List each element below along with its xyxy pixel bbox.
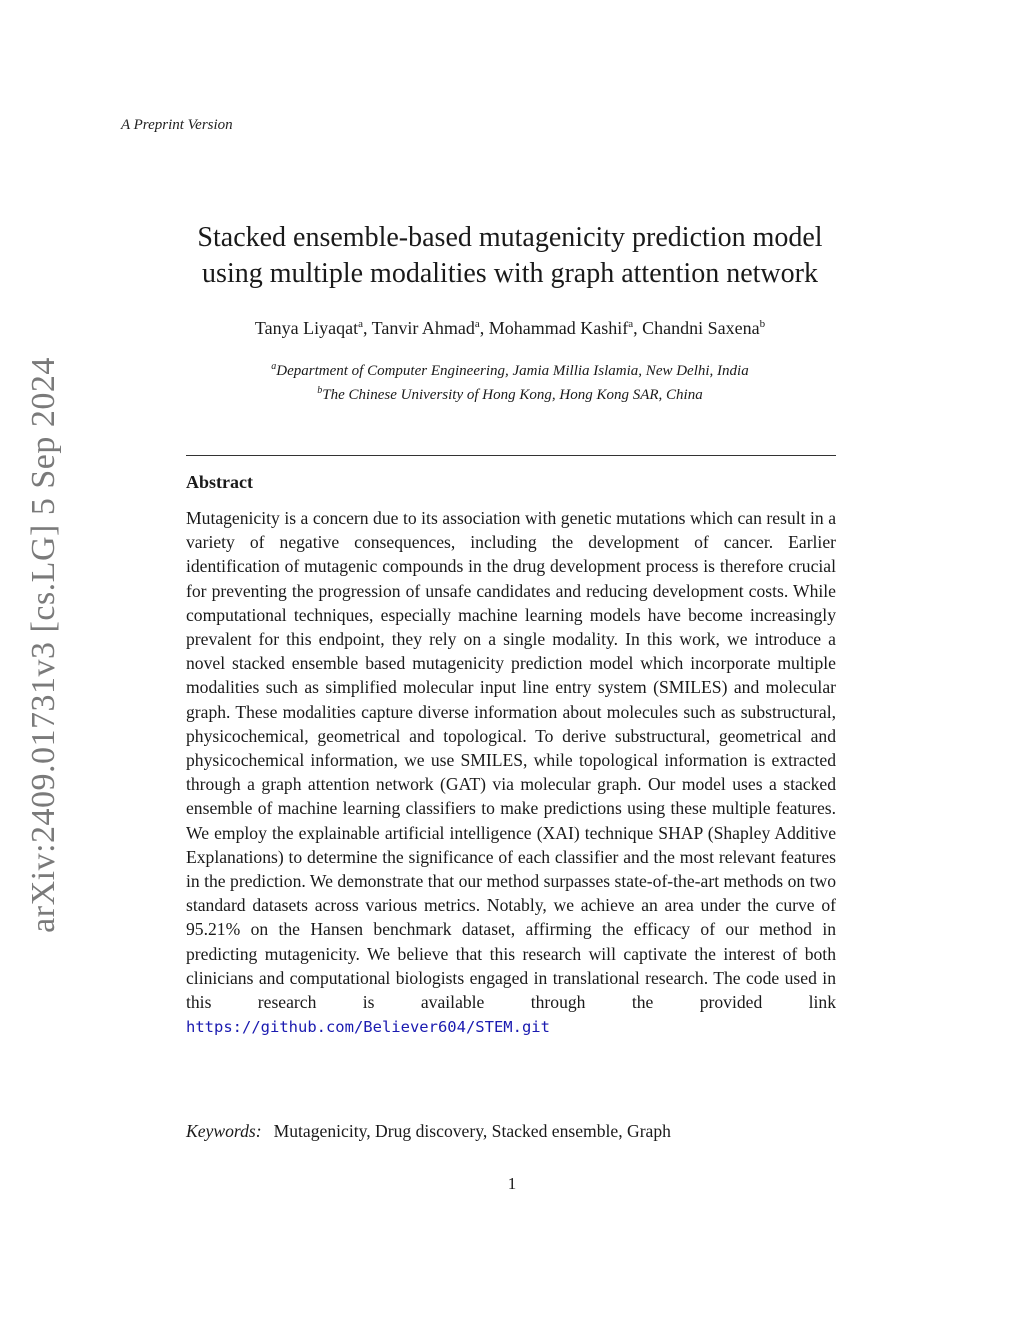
author-affil-mark: a [474, 318, 480, 330]
running-head: A Preprint Version [121, 117, 233, 133]
affiliation-list [150, 357, 870, 405]
author-separator: , [633, 318, 643, 338]
author-affil-mark: a [358, 318, 363, 330]
paper-title [150, 220, 870, 292]
title-line-2: using multiple modalities with graph attention network [202, 258, 818, 289]
keywords-text: Mutagenicity, Drug discovery, Stacked ensemble, Graph [273, 1121, 671, 1141]
author: Mohammad Kashif [488, 318, 629, 338]
author-affil-mark: b [759, 318, 766, 330]
affiliation-mark: a [271, 361, 277, 372]
abstract-divider [186, 455, 836, 456]
abstract-body [186, 506, 836, 1039]
abstract-heading: Abstract [186, 472, 253, 492]
arxiv-identifier: arXiv:2409.01731v3 [cs.LG] 5 Sep 2024 [25, 357, 62, 933]
author: Chandni Saxena [642, 318, 760, 338]
author-list [150, 318, 870, 339]
page-number: 1 [507, 1174, 517, 1193]
author: Tanya Liyaqat [254, 318, 359, 338]
affiliation-text: The Chinese University of Hong Kong, Hong Kong SAR, China [322, 387, 703, 403]
author-affil-mark: a [628, 318, 634, 330]
affiliation-text: Department of Computer Engineering, Jamia Millia Islamia, New Delhi, India [276, 363, 749, 379]
keywords-line [186, 1121, 836, 1142]
affiliation [150, 357, 870, 381]
author-separator: , [362, 318, 372, 338]
title-line-1: Stacked ensemble-based mutagenicity prediction model [197, 222, 823, 253]
keywords-label: Keywords: [186, 1121, 262, 1141]
abstract-text: Mutagenicity is a concern due to its association with genetic mutations which can result in a variety of negative consequences, including the development of cancer. Earlier identification of mutagenic compounds in the drug development process is therefore crucial for preventing the progression of unsafe candidates and reducing development costs. While computational techniques, especially machine learning models have become increasingly prevalent for this endpoint, they rely on a single modality. In this work, we introduce a novel stacked ensemble based mutagenicity prediction model which incorporate multiple modalities such as simplified molecular input line entry system (SMILES) and molecular graph. These modalities capture diverse information about molecules such as substructural, physicochemical, geometrical and topological. To derive substructural, geometrical and physicochemical information, we use SMILES, while topological information is extracted through a graph attention network (GAT) via molecular graph. Our model uses a stacked ensemble of machine learning classifiers to make predictions using these multiple features. We employ the explainable artificial intelligence (XAI) technique SHAP (Shapley Additive Explanations) to determine the significance of each classifier and the most relevant features in the prediction. We demonstrate that our method surpasses state-of-the-art methods on two standard datasets across various metrics. Notably, we achieve an area under the curve of 95.21% on the Hansen benchmark dataset, affirming the efficacy of our method in predicting mutagenicity. We believe that this research will captivate the interest of both clinicians and computational biologists engaged in translational research. The code used in this research is available through the provided link [186, 508, 836, 1013]
affiliation [150, 381, 870, 405]
author: Tanvir Ahmad [371, 318, 475, 338]
author-separator: , [479, 318, 489, 338]
arxiv-side-stamp [0, 0, 80, 1325]
code-repository-link[interactable]: https://github.com/Believer604/STEM.git [186, 1018, 550, 1037]
affiliation-mark: b [317, 385, 323, 396]
